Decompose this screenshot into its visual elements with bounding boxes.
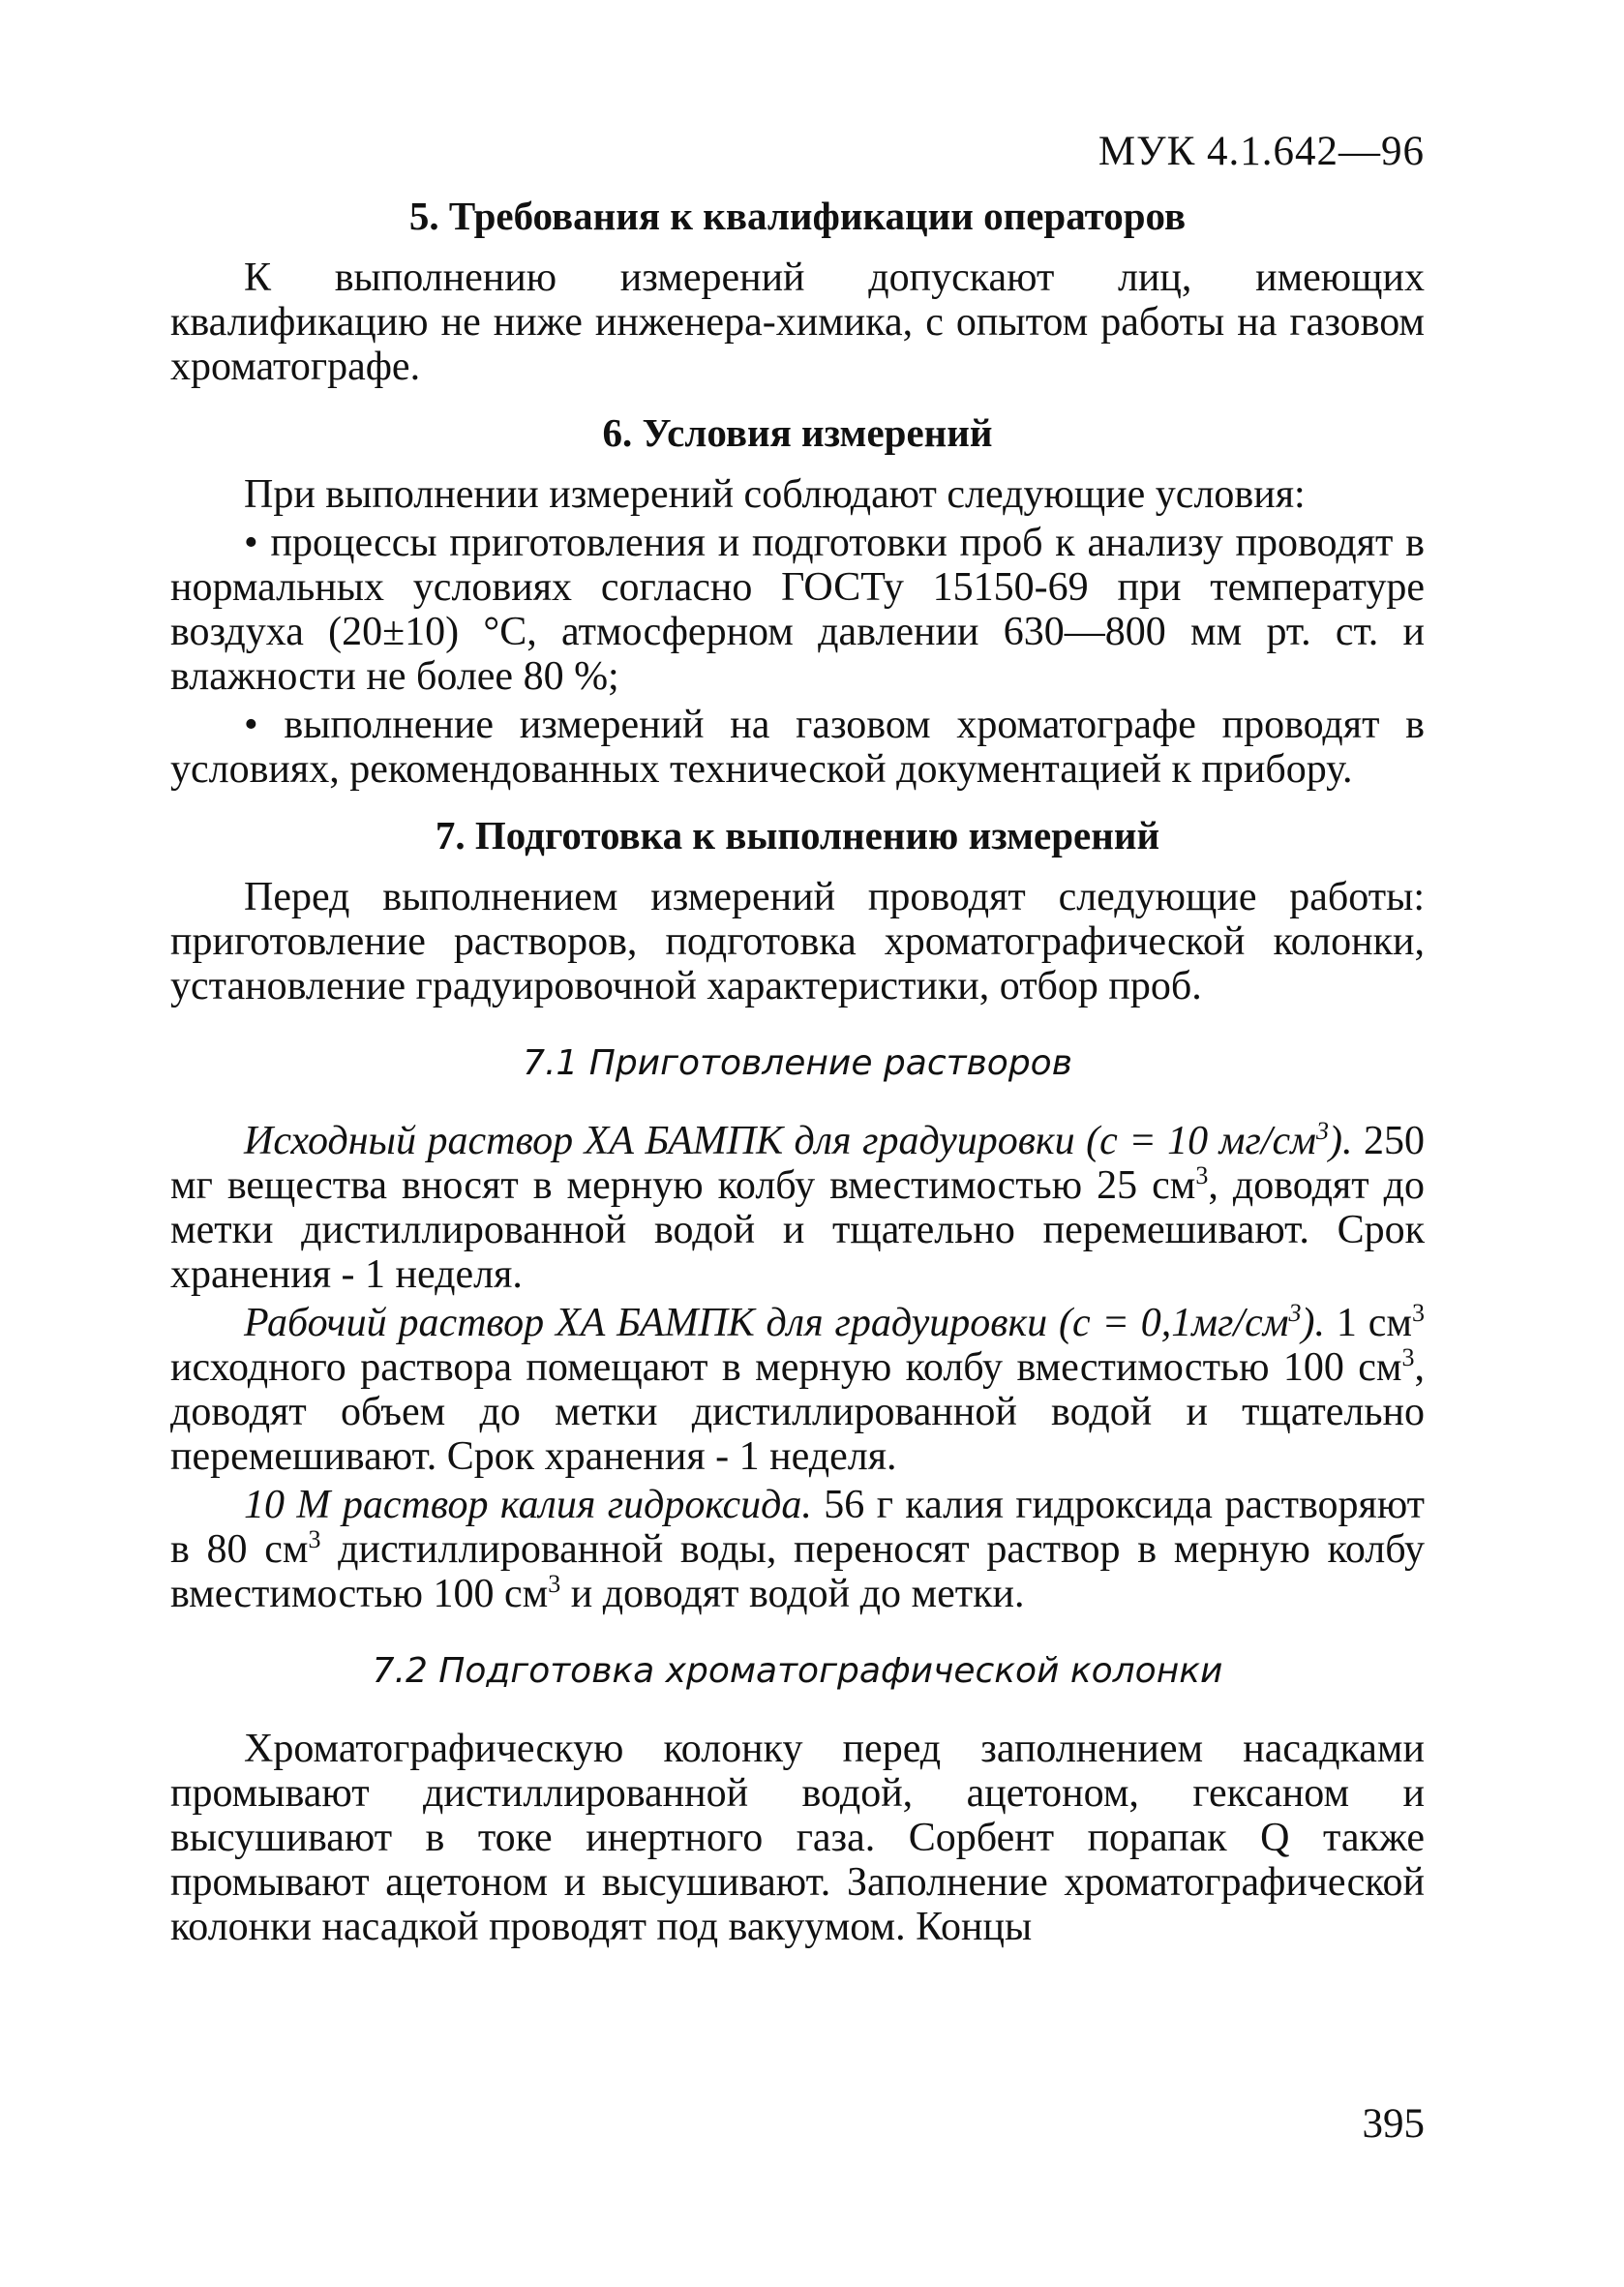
solution-2-title-end: ). xyxy=(1301,1301,1326,1345)
solution-1-title: Исходный раствор ХА БАМПК для градуировки (с = 10 мг/см xyxy=(244,1119,1316,1163)
document-page xyxy=(170,0,1425,2287)
solution-3-text-b: дистиллированной воды, переносят раствор в мерную колбу вместимостью 100 см xyxy=(170,1527,1425,1616)
section-6-title: 6. Условия измерений xyxy=(602,410,993,455)
solution-1-title-sup: 3 xyxy=(1315,1117,1329,1145)
section-5-paragraph: К выполнению измерений допускают лиц, имеющих квалификацию не ниже инженера-химика, с опытом работы на газовом хроматографе. xyxy=(170,256,1425,389)
section-6-intro: При выполнении измерений соблюдают следующие условия: xyxy=(244,472,1306,517)
solution-3-sup-1: 3 xyxy=(308,1525,321,1553)
solution-2-sup-2: 3 xyxy=(1401,1343,1415,1371)
solution-1-paragraph xyxy=(170,1119,1425,1297)
solution-2-text-b: исходного раствора помещают в мерную колбу вместимостью 100 см xyxy=(170,1345,1402,1390)
solution-2-text-a: 1 см xyxy=(1325,1301,1412,1345)
solution-2-text-c: , доводят объем до метки дистиллированной водой и тщательно перемешивают. Срок хранения - 1 неделя. xyxy=(170,1345,1425,1479)
section-7-title: 7. Подготовка к выполнению измерений xyxy=(435,813,1160,858)
solution-1-sup: 3 xyxy=(1195,1161,1209,1189)
section-7-2-title: 7.2 Подготовка хроматографической колонки xyxy=(372,1651,1223,1691)
solution-1-title-end: ). xyxy=(1328,1119,1353,1163)
section-6-bullet-2: • выполнение измерений на газовом хроматографе проводят в условиях, рекомендованных технической документацией к прибору. xyxy=(170,703,1425,792)
solution-1-text-b: , доводят до метки дистиллированной водой и тщательно перемешивают. Срок хранения - 1 неделя. xyxy=(170,1163,1425,1297)
solution-2-sup-1: 3 xyxy=(1412,1299,1425,1327)
solution-3-title: 10 М раствор калия гидроксида. xyxy=(244,1483,812,1527)
solution-2-paragraph xyxy=(170,1301,1425,1479)
section-7-1-title: 7.1 Приготовление растворов xyxy=(523,1043,1072,1083)
solution-3-text-a: 56 г калия гидроксида растворяют в 80 см xyxy=(170,1483,1426,1572)
solution-1-text-a: 250 мг вещества вносят в мерную колбу вместимостью 25 см xyxy=(170,1119,1425,1208)
solution-3-text-c: и доводят водой до метки. xyxy=(560,1572,1025,1616)
section-5-title: 5. Требования к квалификации операторов xyxy=(408,194,1187,238)
solution-2-title-sup: 3 xyxy=(1288,1299,1302,1327)
section-7-2-paragraph: Хроматографическую колонку перед заполнением насадками промывают дистиллированной водой, ацетоном, гексаном и высушивают в токе инертного газа. Сорбент порапак Q также промывают ацетоном и высушивают. Заполнение хроматографической колонки насадкой проводят под вакуумом. Концы xyxy=(170,1727,1425,1949)
section-7-paragraph: Перед выполнением измерений проводят следующие работы: приготовление растворов, подготовка хроматографической колонки, установление градуировочной характеристики, отбор проб. xyxy=(170,875,1425,1008)
document-code: МУК 4.1.642—96 xyxy=(1098,129,1425,174)
solution-2-title: Рабочий раствор ХА БАМПК для градуировки (с = 0,1мг/см xyxy=(244,1301,1289,1345)
document-body xyxy=(170,194,1425,1967)
section-6-bullet-1: • процессы приготовления и подготовки проб к анализу проводят в нормальных условиях согласно ГОСТу 15150-69 при температуре воздуха (20±10) °С, атмосферном давлении 630—800 мм рт. ст. и влажности не более 80 %; xyxy=(170,521,1425,699)
solution-3-sup-2: 3 xyxy=(548,1570,561,1598)
page-number: 395 xyxy=(1362,2101,1425,2147)
solution-3-paragraph xyxy=(170,1483,1425,1616)
